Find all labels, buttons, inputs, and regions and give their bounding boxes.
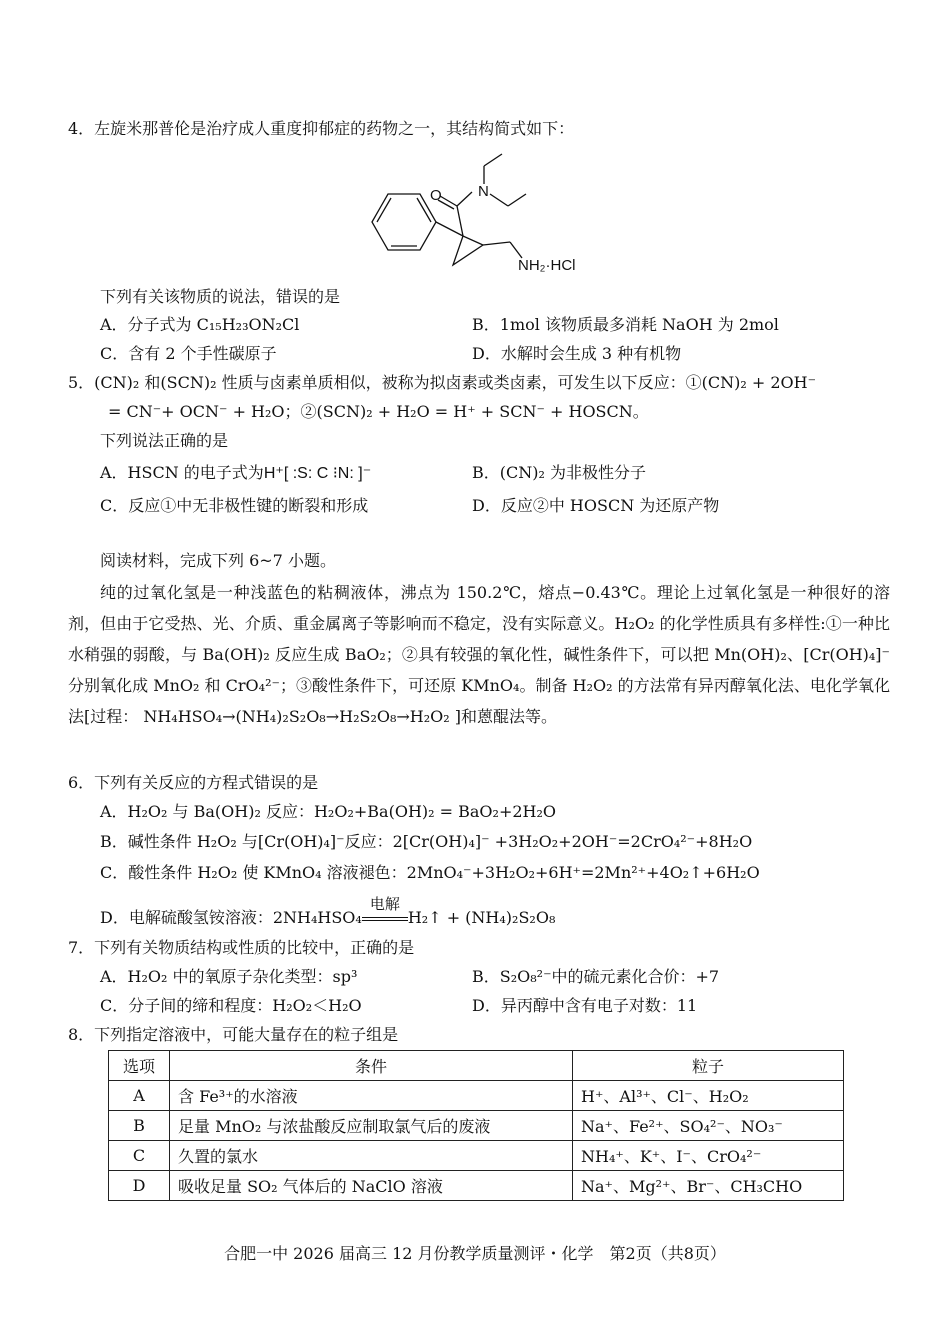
table-cell: 吸收足量 SO₂ 气体后的 NaClO 溶液 xyxy=(170,1171,573,1201)
table-row xyxy=(109,1081,844,1111)
q5-option-a-formula: H⁺[ :S: C ⁝N: ]⁻ xyxy=(263,465,372,482)
table-header-row xyxy=(109,1051,844,1081)
q6-option-a: A．H₂O₂ 与 Ba(OH)₂ 反应：H₂O₂+Ba(OH)₂ = BaO₂+2H₂O xyxy=(100,802,557,821)
table-cell: Na⁺、Mg²⁺、Br⁻、CH₃CHO xyxy=(573,1171,844,1201)
table-cell: 足量 MnO₂ 与浓盐酸反应制取氯气后的废液 xyxy=(170,1111,573,1141)
table-cell: C xyxy=(109,1141,170,1171)
q5-option-a-prefix: A．HSCN 的电子式为 xyxy=(100,463,264,482)
page-footer: 合肥一中 2026 届高三 12 月份教学质量测评・化学 第2页（共8页） xyxy=(224,1244,726,1263)
table-cell: 含 Fe³⁺的水溶液 xyxy=(170,1081,573,1111)
table-cell: 久置的氯水 xyxy=(170,1141,573,1171)
q5-option-c: C．反应①中无非极性键的断裂和形成 xyxy=(100,496,369,515)
table-cell: NH₄⁺、K⁺、I⁻、CrO₄²⁻ xyxy=(573,1141,844,1171)
q4-option-a: A．分子式为 C₁₅H₂₃ON₂Cl xyxy=(100,315,300,334)
q8-stem: 8．下列指定溶液中，可能大量存在的粒子组是 xyxy=(68,1025,399,1044)
q8-table xyxy=(108,1050,844,1201)
table-header-cell: 选项 xyxy=(109,1051,170,1081)
amine-hcl-label: NH₂·HCl xyxy=(518,257,576,274)
table-cell: D xyxy=(109,1171,170,1201)
electrolysis-label: 电解 xyxy=(369,895,400,913)
oxygen-label: O xyxy=(430,187,442,204)
table-cell: Na⁺、Fe²⁺、SO₄²⁻、NO₃⁻ xyxy=(573,1111,844,1141)
table-row xyxy=(109,1111,844,1141)
q6-option-b: B．碱性条件 H₂O₂ 与[Cr(OH)₄]⁻反应：2[Cr(OH)₄]⁻ +3H₂O₂+2OH⁻=2CrO₄²⁻+8H₂O xyxy=(100,832,753,851)
molecule-structure xyxy=(360,150,600,278)
q5-option-a xyxy=(100,462,371,485)
q6-option-d-left: D．电解硫酸氢铵溶液：2NH₄HSO₄ xyxy=(100,908,362,927)
table-header-cell: 条件 xyxy=(170,1051,573,1081)
table-row xyxy=(109,1141,844,1171)
q4-option-b: B．1mol 该物质最多消耗 NaOH 为 2mol xyxy=(472,315,779,334)
table-cell: A xyxy=(109,1081,170,1111)
q5-option-d: D．反应②中 HOSCN 为还原产物 xyxy=(472,496,720,515)
q7-stem: 7．下列有关物质结构或性质的比较中，正确的是 xyxy=(68,938,415,957)
q5-line2: = CN⁻+ OCN⁻ + H₂O；②(SCN)₂ + H₂O = H⁺ + SCN⁻ + HOSCN。 xyxy=(108,402,649,421)
table-cell: H⁺、Al³⁺、Cl⁻、H₂O₂ xyxy=(573,1081,844,1111)
q5-line1: 5．(CN)₂ 和(SCN)₂ 性质与卤素单质相似，被称为拟卤素或类卤素，可发生以下反应：①(CN)₂ + 2OH⁻ xyxy=(68,373,817,392)
nitrogen-label: N xyxy=(478,183,489,200)
q7-option-a: A．H₂O₂ 中的氧原子杂化类型：sp³ xyxy=(100,967,358,986)
q4-option-d: D．水解时会生成 3 种有机物 xyxy=(472,344,682,363)
q5-option-b: B．(CN)₂ 为非极性分子 xyxy=(472,463,646,482)
material-intro: 阅读材料，完成下列 6~7 小题。 xyxy=(100,551,336,570)
q6-stem: 6．下列有关反应的方程式错误的是 xyxy=(68,773,319,792)
table-header-cell: 粒子 xyxy=(573,1051,844,1081)
table-row xyxy=(109,1171,844,1201)
material-paragraph: 纯的过氧化氢是一种浅蓝色的粘稠液体，沸点为 150.2℃，熔点−0.43℃。理论上过氧化氢是一种很好的溶剂，但由于它受热、光、介质、重金属离子等影响而不稳定，没有实际意义。H₂O₂ 的化学性质具有多样性:①一种比水稍强的弱酸，与 Ba(OH)₂ 反应生成 BaO₂；②具有较强的氧化性，碱性条件下，可以把 Mn(OH)₂、[Cr(OH)₄]⁻ 分别氧化成 MnO₂ 和 CrO₄²⁻；③酸性条件下，可还原 KMnO₄。制备 H₂O₂ 的方法常有异丙醇氧化法、电化学氧化法[过程： NH₄HSO₄→(NH₄)₂S₂O₈→H₂S₂O₈→H₂O₂ ]和蒽醌法等。 xyxy=(68,583,890,726)
q7-option-c: C．分子间的缔和程度：H₂O₂＜H₂O xyxy=(100,996,362,1015)
q6-option-d-right: H₂↑ + (NH₄)₂S₂O₈ xyxy=(407,908,556,927)
electrolysis-arrow xyxy=(362,895,408,929)
q6-option-d xyxy=(100,895,556,929)
q4-option-c: C．含有 2 个手性碳原子 xyxy=(100,344,277,363)
q4-stem: 4．左旋米那普伦是治疗成人重度抑郁症的药物之一，其结构简式如下： xyxy=(68,119,575,138)
q5-question: 下列说法正确的是 xyxy=(100,431,229,450)
q6-option-c: C．酸性条件 H₂O₂ 使 KMnO₄ 溶液褪色：2MnO₄⁻+3H₂O₂+6H⁺=2Mn²⁺+4O₂↑+6H₂O xyxy=(100,863,760,882)
q7-option-b: B．S₂O₈²⁻中的硫元素化合价：+7 xyxy=(472,967,720,986)
q4-question: 下列有关该物质的说法，错误的是 xyxy=(100,287,341,306)
table-cell: B xyxy=(109,1111,170,1141)
q7-option-d: D．异丙醇中含有电子对数：11 xyxy=(472,996,698,1015)
